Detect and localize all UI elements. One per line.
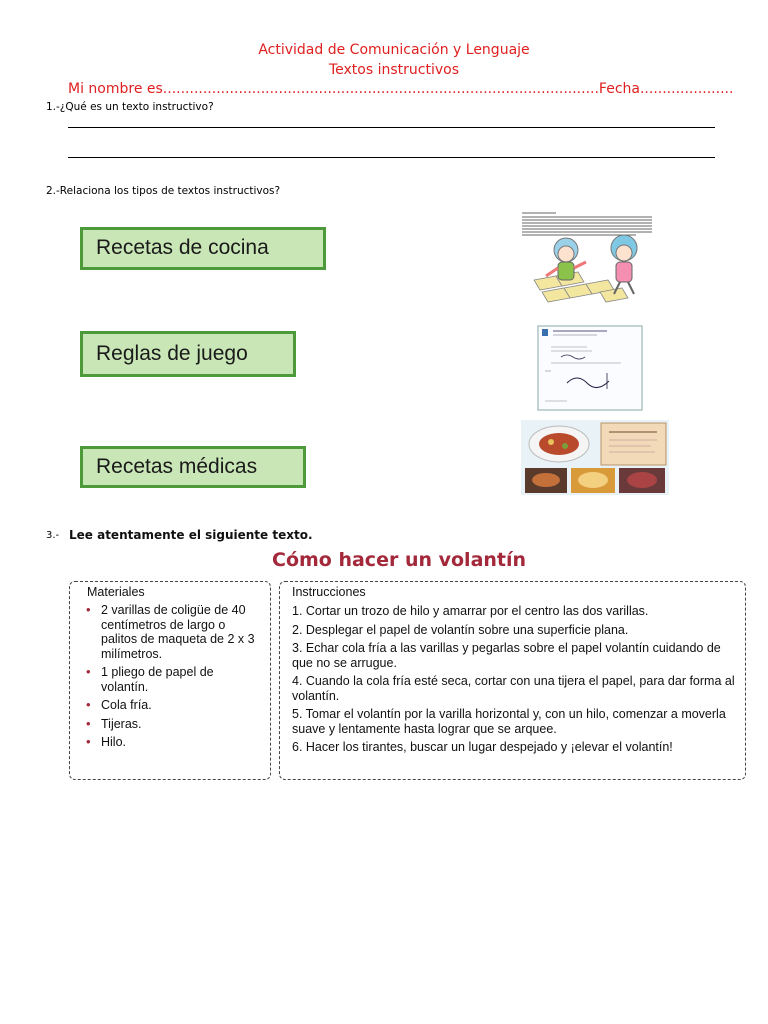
activity-subtitle: Textos instructivos [328, 62, 460, 78]
bullet-icon: • [86, 697, 91, 712]
list-item [84, 698, 264, 713]
list-item [84, 735, 264, 750]
instructions-heading: Instrucciones [292, 585, 366, 599]
material-text: 1 pliego de papel de volantín. [101, 665, 214, 694]
bullet-icon: • [86, 664, 91, 679]
instructions-list [292, 604, 740, 759]
reading-title: Cómo hacer un volantín [272, 549, 527, 571]
game-rules-image[interactable] [516, 210, 658, 310]
bullet-icon: • [86, 602, 91, 617]
answer-line[interactable] [68, 157, 715, 158]
bullet-icon: • [86, 715, 91, 731]
list-item [84, 717, 264, 732]
answer-line[interactable] [68, 127, 715, 128]
materials-heading: Materiales [87, 585, 145, 599]
instructions-box [279, 581, 746, 780]
medical-prescription-image[interactable] [537, 325, 643, 411]
instruction-step: 1. Cortar un trozo de hilo y amarrar por el centro las dos varillas. [292, 604, 649, 618]
material-text: Cola fría. [101, 698, 152, 712]
list-item [84, 665, 264, 694]
cooking-recipe-image[interactable] [521, 420, 669, 495]
material-text: Hilo. [101, 735, 127, 749]
question-2: 2.-Relaciona los tipos de textos instructivos? [46, 185, 281, 197]
question-3: Lee atentamente el siguiente texto. [69, 528, 313, 542]
question-1: 1.-¿Qué es un texto instructivo? [46, 101, 214, 113]
activity-title: Actividad de Comunicación y Lenguaje [258, 42, 530, 58]
option-recetas-medicas[interactable]: Recetas médicas [80, 446, 306, 488]
instruction-step: 5. Tomar el volantín por la varilla horizontal y, con un hilo, comenzar a moverla suave y lentamente hasta lograr que se arquee. [292, 707, 726, 736]
question-3-number: 3.- [46, 530, 60, 541]
option-recetas-cocina[interactable]: Recetas de cocina [80, 227, 326, 270]
instruction-step: 2. Desplegar el papel de volantín sobre una superficie plana. [292, 622, 629, 637]
instruction-step: 6. Hacer los tirantes, buscar un lugar despejado y ¡elevar el volantín! [292, 740, 673, 754]
material-text: 2 varillas de coligüe de 40 centímetros de largo o palitos de maqueta de 2 x 3 milímetros. [101, 603, 255, 661]
materials-box [69, 581, 271, 780]
name-date-line[interactable]: Mi nombre es..................................................................................................Fecha..................... [68, 81, 734, 97]
option-reglas-juego[interactable]: Reglas de juego [80, 331, 296, 377]
instruction-step: 4. Cuando la cola fría esté seca, cortar con una tijera el papel, para dar forma al volantín. [292, 674, 735, 703]
materials-list [84, 603, 264, 754]
bullet-icon: • [86, 734, 91, 749]
material-text: Tijeras. [101, 716, 142, 731]
instruction-step: 3. Echar cola fría a las varillas y pegarlas sobre el papel volantín cuidando de que no se arrugue. [292, 641, 721, 670]
list-item [84, 603, 264, 661]
